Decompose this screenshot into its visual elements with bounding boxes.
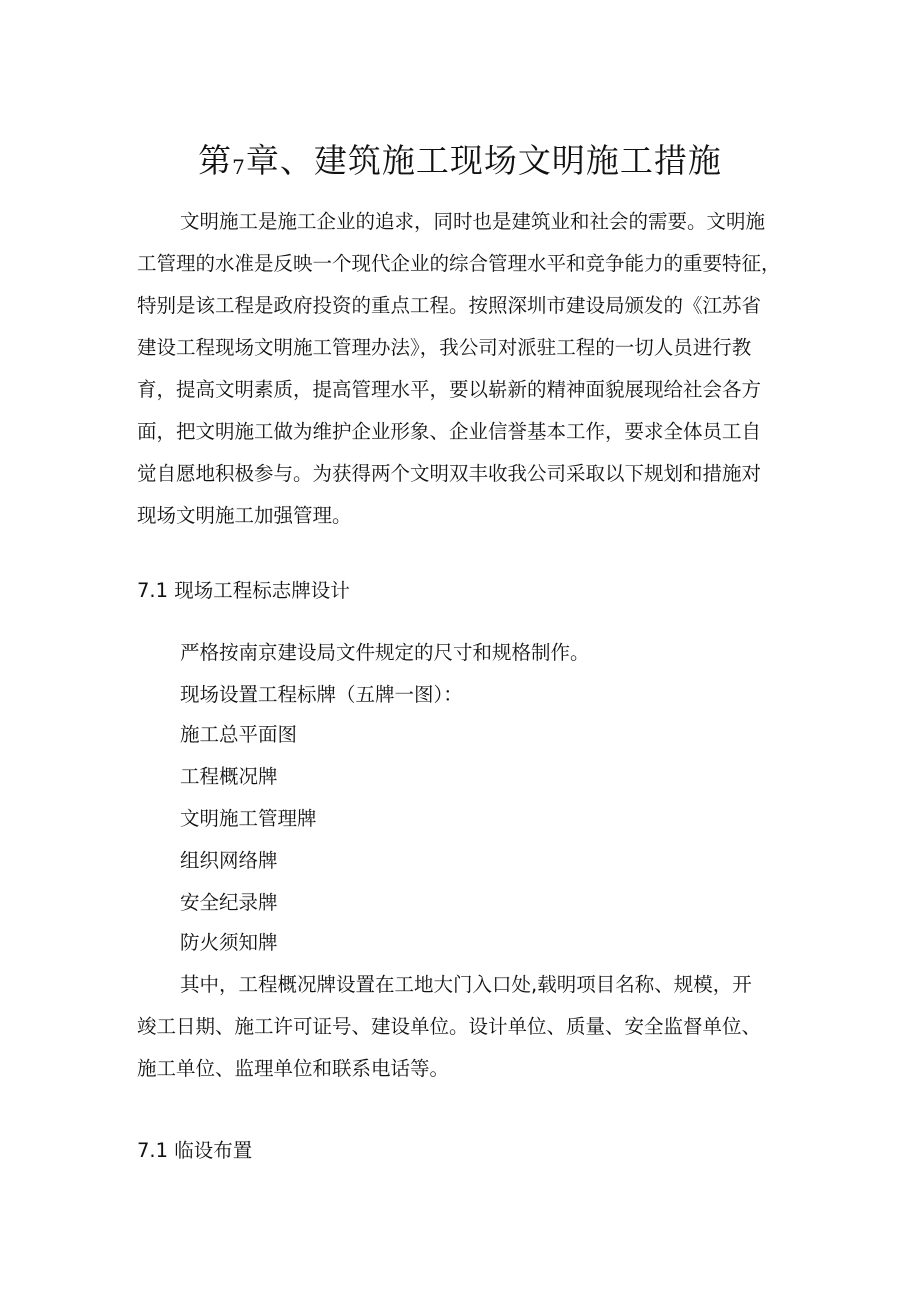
intro-line: 建设工程现场文明施工管理办法》，我公司对派驻工程的一切人员进行教 (137, 336, 752, 359)
list-item: 文明施工管理牌 (180, 807, 317, 830)
closing-line: 竣工日期、施工许可证号、建设单位。设计单位、质量、安全监督单位、 (137, 1015, 762, 1038)
intro-line: 育，提高文明素质，提高管理水平，要以崭新的精神面貌展现给社会各方 (137, 378, 762, 401)
list-item: 组织网络牌 (180, 849, 278, 872)
section-line: 现场设置工程标牌（五牌一图）： (180, 683, 463, 706)
title-prefix: 第 (198, 141, 233, 180)
closing-line: 其中，工程概况牌设置在工地大门入口处,载明项目名称、规模，开 (180, 973, 752, 996)
section-heading: 7.1 现场工程标志牌设计 (137, 579, 350, 602)
list-item: 施工总平面图 (180, 723, 298, 746)
page-title (0, 138, 920, 190)
intro-line: 现场文明施工加强管理。 (137, 504, 352, 527)
closing-line: 施工单位、监理单位和联系电话等。 (137, 1057, 450, 1080)
title-number: 7 (232, 155, 246, 179)
list-item: 安全纪录牌 (180, 891, 278, 914)
intro-line: 文明施工是施工企业的追求，同时也是建筑业和社会的需要。文明施 (180, 210, 766, 233)
intro-line: 工管理的水准是反映一个现代企业的综合管理水平和竞争能力的重要特征， (137, 252, 781, 275)
title-text: 章、建筑施工现场文明施工措施 (245, 141, 722, 180)
intro-line: 面，把文明施工做为维护企业形象、企业信誉基本工作，要求全体员工自 (137, 420, 762, 443)
section-line: 严格按南京建设局文件规定的尺寸和规格制作。 (180, 641, 590, 664)
intro-line: 特别是该工程是政府投资的重点工程。按照深圳市建设局颁发的《江苏省 (137, 294, 762, 317)
list-item: 工程概况牌 (180, 765, 278, 788)
intro-line: 觉自愿地积极参与。为获得两个文明双丰收我公司采取以下规划和措施对 (137, 462, 762, 485)
section-heading: 7.1 临设布置 (137, 1139, 253, 1162)
list-item: 防火须知牌 (180, 931, 278, 954)
